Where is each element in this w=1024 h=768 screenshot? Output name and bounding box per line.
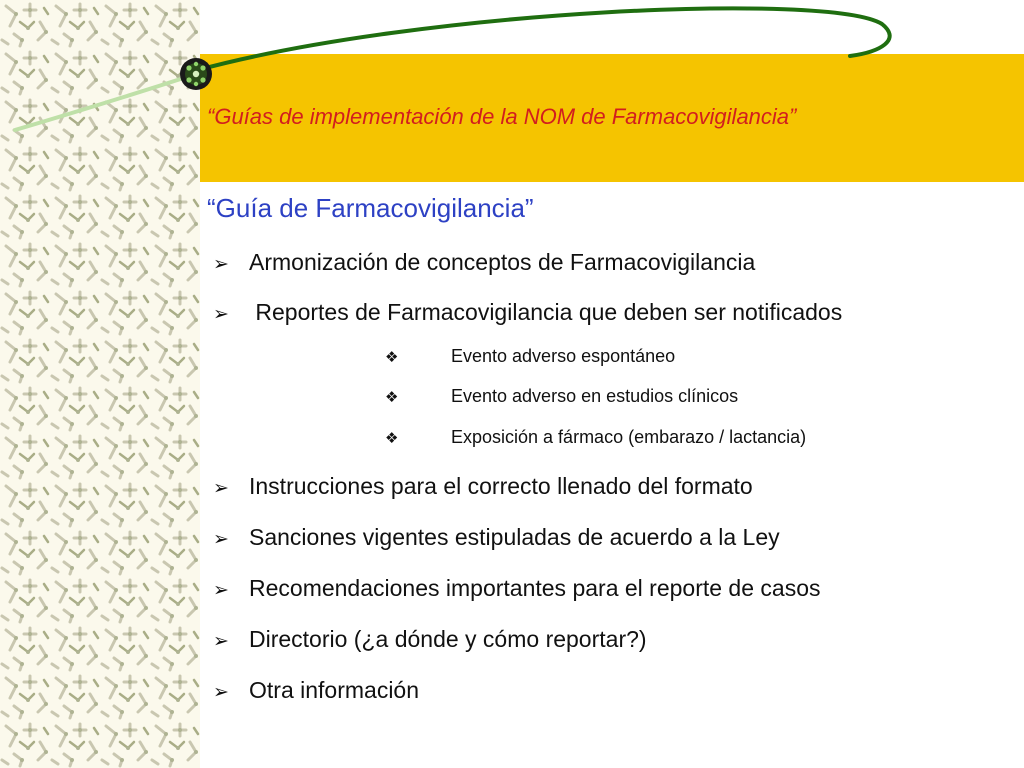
arrow-bullet-icon: ➢ xyxy=(213,478,229,499)
diamond-bullet-icon: ❖ xyxy=(385,389,399,406)
list-item xyxy=(213,523,780,554)
arrow-bullet-icon: ➢ xyxy=(213,529,229,550)
molecule-pattern-panel xyxy=(0,0,200,768)
list-item-text: Instrucciones para el correcto llenado del formato xyxy=(249,473,753,499)
list-item-text: Armonización de conceptos de Farmacovigilancia xyxy=(249,249,756,275)
list-item xyxy=(213,298,842,329)
arrow-bullet-icon: ➢ xyxy=(213,631,229,652)
list-item xyxy=(213,625,647,656)
sub-list-item-text: Evento adverso en estudios clínicos xyxy=(451,386,739,406)
molecule-pattern xyxy=(0,0,200,768)
diamond-bullet-icon: ❖ xyxy=(385,349,399,366)
arrow-bullet-icon: ➢ xyxy=(213,304,229,325)
list-item xyxy=(213,472,753,503)
list-item xyxy=(213,248,755,279)
sub-list-item xyxy=(385,345,675,369)
list-item xyxy=(213,574,821,605)
sub-list-item-text: Exposición a fármaco (embarazo / lactancia) xyxy=(451,427,807,447)
diamond-bullet-icon: ❖ xyxy=(385,430,399,447)
slide-title: “Guías de implementación de la NOM de Farmacovigilancia” xyxy=(207,104,797,129)
list-item-text: Otra información xyxy=(249,677,420,703)
sub-list-item xyxy=(385,426,806,450)
list-item xyxy=(213,676,419,707)
sub-list-item-text: Evento adverso espontáneo xyxy=(451,346,676,366)
list-item-text: Sanciones vigentes estipuladas de acuerdo a la Ley xyxy=(249,524,780,550)
arrow-bullet-icon: ➢ xyxy=(213,254,229,275)
slide-subtitle: “Guía de Farmacovigilancia” xyxy=(207,193,534,223)
list-item-text: Recomendaciones importantes para el reporte de casos xyxy=(249,575,821,601)
sub-list-item xyxy=(385,385,738,409)
list-item-text: Directorio (¿a dónde y cómo reportar?) xyxy=(249,626,647,652)
list-item-text: Reportes de Farmacovigilancia que deben ser notificados xyxy=(249,299,843,325)
arrow-bullet-icon: ➢ xyxy=(213,682,229,703)
arrow-bullet-icon: ➢ xyxy=(213,580,229,601)
